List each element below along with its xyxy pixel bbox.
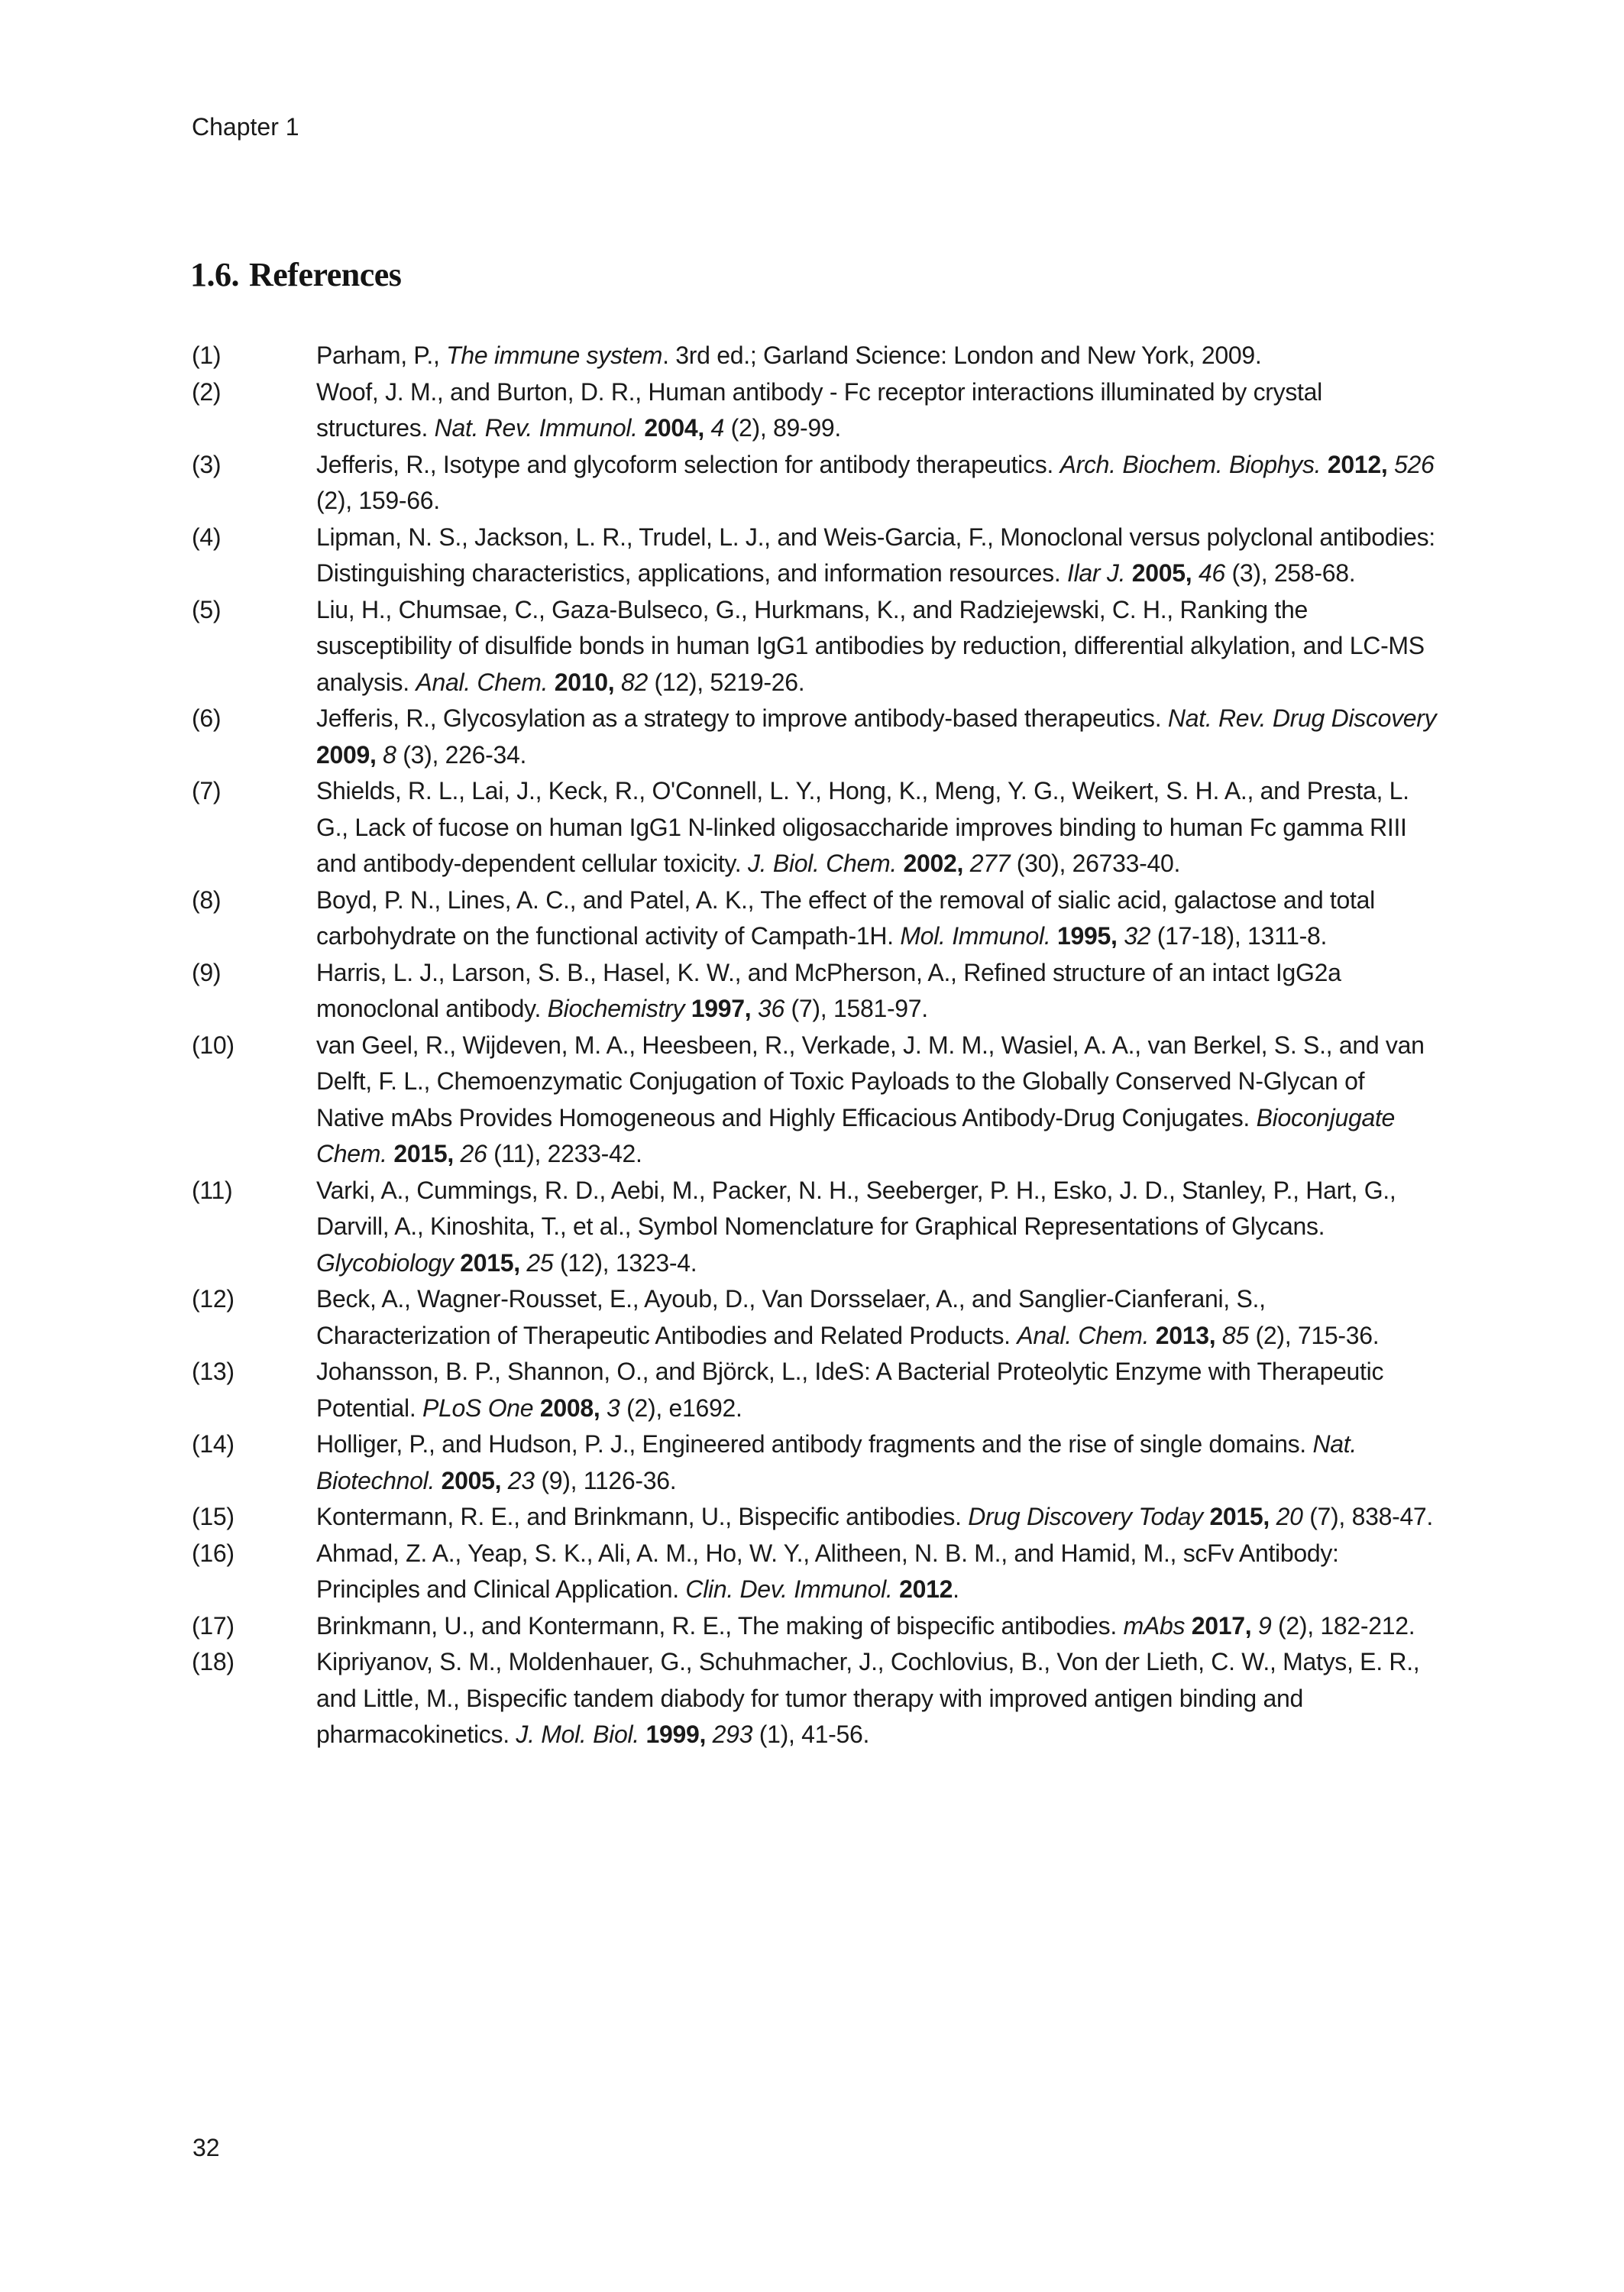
reference-item xyxy=(192,520,1438,592)
reference-number: (8) xyxy=(192,885,222,914)
reference-text-segment: 23 xyxy=(507,1466,535,1494)
reference-text-segment: 4 xyxy=(710,414,725,442)
reference-number: (11) xyxy=(192,1176,233,1204)
reference-text xyxy=(316,773,1438,882)
section-heading-title: References xyxy=(249,256,402,293)
reference-text-segment: Jefferis, R., Glycosylation as a strategy to improve antibody-based therapeutics. xyxy=(316,704,1168,732)
reference-text-segment: 2005, xyxy=(441,1466,508,1494)
chapter-label: Chapter 1 xyxy=(192,113,299,141)
reference-text-segment: PLoS One xyxy=(422,1394,540,1422)
reference-text-segment: 2015, xyxy=(1209,1503,1276,1530)
reference-text xyxy=(316,447,1438,520)
reference-text xyxy=(316,701,1438,773)
reference-text-segment: Varki, A., Cummings, R. D., Aebi, M., Packer, N. H., Seeberger, P. H., Esko, J. D., Stanley, P., Hart, G., Darvill, A., Kinoshita, T., et al., Symbol Nomenclature for Graphical Representations of Glycans. xyxy=(316,1176,1396,1240)
reference-text-segment: 2004, xyxy=(644,414,711,442)
reference-text-segment: Mol. Immunol. xyxy=(900,922,1058,950)
reference-text-segment: Kipriyanov, S. M., Moldenhauer, G., Schuhmacher, J., Cochlovius, B., Von der Lieth, C. W., Matys, E. R., and Little, M., Bispecific tandem diabody for tumor therapy with improved antigen binding and pharmacokinetics. xyxy=(316,1648,1420,1748)
reference-text-segment: Nat. Biotechnol. xyxy=(316,1430,1357,1494)
reference-text-segment: Nat. Rev. Immunol. xyxy=(434,414,645,442)
reference-text-segment: Jefferis, R., Isotype and glycoform selection for antibody therapeutics. xyxy=(316,450,1060,478)
reference-text-segment: Shields, R. L., Lai, J., Keck, R., O'Connell, L. Y., Hong, K., Meng, Y. G., Weikert, S. H. A., and Presta, L. G., Lack of fucose on human IgG1 N-linked oligosaccharide improves binding to human Fc gamma RIII and antibody-dependent cellular toxicity. xyxy=(316,777,1409,877)
reference-text-segment: 1999, xyxy=(645,1721,713,1748)
reference-item xyxy=(192,1173,1438,1282)
reference-text xyxy=(316,1426,1438,1499)
reference-text-segment: Bioconjugate Chem. xyxy=(316,1103,1396,1167)
reference-item xyxy=(192,592,1438,701)
reference-text xyxy=(316,1536,1438,1608)
reference-text-segment: 2005, xyxy=(1131,559,1199,587)
reference-text xyxy=(316,374,1438,447)
reference-text-segment: Holliger, P., and Hudson, P. J., Engineered antibody fragments and the rise of single domains. xyxy=(316,1430,1313,1458)
reference-text-segment: (3), 226-34. xyxy=(396,740,527,769)
reference-text-segment: . 3rd ed.; Garland Science: London and New York, 2009. xyxy=(662,342,1262,369)
reference-text-segment: 2015, xyxy=(393,1140,461,1167)
reference-number: (13) xyxy=(192,1358,235,1385)
reference-text-segment: 8 xyxy=(383,740,396,769)
reference-text-segment: Clin. Dev. Immunol. xyxy=(685,1575,900,1603)
reference-text-segment: 277 xyxy=(969,850,1011,877)
reference-text-segment: 2002, xyxy=(903,850,970,877)
reference-text-segment: (9), 1126-36. xyxy=(534,1466,677,1494)
reference-text-segment: Parham, P., xyxy=(316,342,447,369)
reference-text-segment: Lipman, N. S., Jackson, L. R., Trudel, L. J., and Weis-Garcia, F., Monoclonal versus polyclonal antibodies: Distinguishing characteristics, applications, and information resources. xyxy=(316,523,1435,587)
reference-list xyxy=(192,338,1438,1753)
reference-text xyxy=(316,955,1438,1028)
reference-text xyxy=(316,520,1438,592)
reference-text-segment: Nat. Rev. Drug Discovery xyxy=(1167,704,1437,732)
reference-text xyxy=(316,1173,1438,1282)
reference-text-segment: 2008, xyxy=(539,1394,607,1422)
reference-text-segment: Arch. Biochem. Biophys. xyxy=(1059,450,1328,478)
reference-text-segment: (2), 182-212. xyxy=(1271,1611,1415,1640)
reference-number: (7) xyxy=(192,777,222,804)
reference-text-segment: Liu, H., Chumsae, C., Gaza-Bulseco, G., Hurkmans, K., and Radziejewski, C. H., Ranking the susceptibility of disulfide bonds in human IgG1 antibodies by reduction, differential alkylation, and LC-MS analysis. xyxy=(316,595,1425,696)
reference-number: (9) xyxy=(192,958,222,986)
reference-text-segment: Harris, L. J., Larson, S. B., Hasel, K. W., and McPherson, A., Refined structure of an intact IgG2a monoclonal antibody. xyxy=(316,958,1341,1022)
reference-text xyxy=(316,338,1438,374)
reference-text-segment: (2), 159-66. xyxy=(316,487,440,514)
reference-text xyxy=(316,1644,1438,1753)
reference-text-segment: 1995, xyxy=(1057,922,1124,950)
reference-text-segment: 2010, xyxy=(554,668,621,696)
reference-text-segment: Boyd, P. N., Lines, A. C., and Patel, A. K., The effect of the removal of sialic acid, galactose and total carbohydrate on the functional activity of Campath-1H. xyxy=(316,885,1375,950)
reference-text-segment: 1997, xyxy=(691,995,758,1022)
reference-number: (3) xyxy=(192,450,222,478)
reference-text-segment: 20 xyxy=(1276,1503,1303,1530)
reference-number: (10) xyxy=(192,1031,235,1059)
reference-number: (1) xyxy=(192,342,222,369)
reference-text-segment: mAbs xyxy=(1123,1611,1192,1640)
reference-text-segment: (17-18), 1311-8. xyxy=(1150,922,1328,950)
reference-text-segment: Ilar J. xyxy=(1067,559,1132,587)
reference-text-segment: Anal. Chem. xyxy=(416,668,555,696)
reference-text xyxy=(316,592,1438,701)
reference-text-segment: 32 xyxy=(1124,922,1151,950)
reference-text-segment: 46 xyxy=(1198,559,1225,587)
reference-text-segment: 85 xyxy=(1221,1321,1249,1349)
section-heading-number: 1.6. xyxy=(190,256,239,293)
reference-text-segment: 36 xyxy=(757,995,785,1022)
reference-text-segment: (2), 89-99. xyxy=(724,414,841,442)
reference-item xyxy=(192,701,1438,773)
reference-item xyxy=(192,1426,1438,1499)
reference-text-segment: 2017, xyxy=(1191,1611,1258,1640)
reference-text-segment: (12), 5219-26. xyxy=(647,668,805,696)
reference-text-segment: 293 xyxy=(712,1721,753,1748)
reference-item xyxy=(192,1028,1438,1173)
reference-item xyxy=(192,1354,1438,1426)
reference-item xyxy=(192,338,1438,374)
reference-number: (15) xyxy=(192,1503,235,1530)
reference-text-segment: Anal. Chem. xyxy=(1017,1321,1156,1349)
reference-text xyxy=(316,1281,1438,1354)
reference-text-segment: (7), 838-47. xyxy=(1302,1503,1434,1530)
reference-item xyxy=(192,955,1438,1028)
reference-text xyxy=(316,1354,1438,1426)
reference-text-segment: 2012, xyxy=(1327,450,1395,478)
reference-text-segment: (30), 26733-40. xyxy=(1010,850,1181,877)
reference-text-segment: 2009, xyxy=(316,740,383,769)
reference-number: (17) xyxy=(192,1611,235,1640)
reference-text-segment: Glycobiology xyxy=(316,1248,461,1277)
reference-number: (14) xyxy=(192,1430,235,1458)
reference-number: (12) xyxy=(192,1285,235,1313)
reference-text-segment: Ahmad, Z. A., Yeap, S. K., Ali, A. M., Ho, W. Y., Alitheen, N. B. M., and Hamid, M., scFv Antibody: Principles and Clinical Application. xyxy=(316,1539,1339,1603)
reference-text-segment: 25 xyxy=(526,1248,554,1277)
reference-number: (4) xyxy=(192,523,222,551)
reference-item xyxy=(192,1608,1438,1645)
reference-number: (2) xyxy=(192,377,222,406)
reference-text-segment: . xyxy=(953,1575,959,1603)
reference-text xyxy=(316,1499,1438,1536)
reference-text-segment: (2), 715-36. xyxy=(1248,1321,1380,1349)
reference-number: (18) xyxy=(192,1648,235,1675)
reference-text-segment: (1), 41-56. xyxy=(752,1721,870,1748)
reference-item xyxy=(192,1281,1438,1354)
reference-number: (16) xyxy=(192,1539,235,1567)
reference-text-segment: (7), 1581-97. xyxy=(784,995,928,1022)
reference-text-segment: (11), 2233-42. xyxy=(487,1140,642,1167)
reference-text-segment: 82 xyxy=(620,668,648,696)
reference-text xyxy=(316,1608,1438,1645)
reference-number: (6) xyxy=(192,704,222,732)
reference-text xyxy=(316,1028,1438,1173)
section-heading xyxy=(190,255,401,295)
reference-item xyxy=(192,1644,1438,1753)
reference-text-segment: 526 xyxy=(1394,450,1435,478)
reference-text-segment: (3), 258-68. xyxy=(1224,559,1356,587)
reference-text xyxy=(316,882,1438,955)
reference-item xyxy=(192,1536,1438,1608)
reference-item xyxy=(192,773,1438,882)
reference-text-segment: 2015, xyxy=(460,1248,527,1277)
reference-item xyxy=(192,447,1438,520)
reference-text-segment: 9 xyxy=(1257,1611,1272,1640)
reference-text-segment: 3 xyxy=(607,1394,620,1422)
reference-text-segment: Biochemistry xyxy=(547,995,691,1022)
reference-text-segment: Brinkmann, U., and Kontermann, R. E., The making of bispecific antibodies. xyxy=(316,1611,1124,1640)
reference-text-segment: The immune system xyxy=(446,342,663,369)
reference-text-segment: 26 xyxy=(460,1140,487,1167)
page-number: 32 xyxy=(192,2134,220,2161)
reference-text-segment: Kontermann, R. E., and Brinkmann, U., Bispecific antibodies. xyxy=(316,1503,969,1530)
reference-number: (5) xyxy=(192,595,222,623)
reference-text-segment: J. Mol. Biol. xyxy=(516,1721,646,1748)
reference-text-segment: Woof, J. M., and Burton, D. R., Human antibody - Fc receptor interactions illuminated by crystal structures. xyxy=(316,377,1322,442)
reference-text-segment: Beck, A., Wagner-Rousset, E., Ayoub, D., Van Dorsselaer, A., and Sanglier-Cianferani, S., Characterization of Therapeutic Antibodies and Related Products. xyxy=(316,1285,1266,1349)
reference-text-segment: Johansson, B. P., Shannon, O., and Björck, L., IdeS: A Bacterial Proteolytic Enzyme with Therapeutic Potential. xyxy=(316,1358,1384,1422)
reference-item xyxy=(192,374,1438,447)
reference-text-segment: (2), e1692. xyxy=(620,1394,742,1422)
reference-text-segment: J. Biol. Chem. xyxy=(747,850,904,877)
reference-text-segment: (12), 1323-4. xyxy=(553,1248,697,1277)
reference-text-segment: Drug Discovery Today xyxy=(968,1503,1210,1530)
reference-item xyxy=(192,1499,1438,1536)
reference-item xyxy=(192,882,1438,955)
reference-text-segment: 2012 xyxy=(899,1575,953,1603)
reference-text-segment: van Geel, R., Wijdeven, M. A., Heesbeen, R., Verkade, J. M. M., Wasiel, A. A., van Berkel, S. S., and van Delft, F. L., Chemoenzymatic Conjugation of Toxic Payloads to the Globally Conserved N-Glycan of Native mAbs Provides Homogeneous and Highly Efficacious Antibody-Drug Conjugates. xyxy=(316,1031,1425,1131)
reference-text-segment: 2013, xyxy=(1155,1321,1222,1349)
